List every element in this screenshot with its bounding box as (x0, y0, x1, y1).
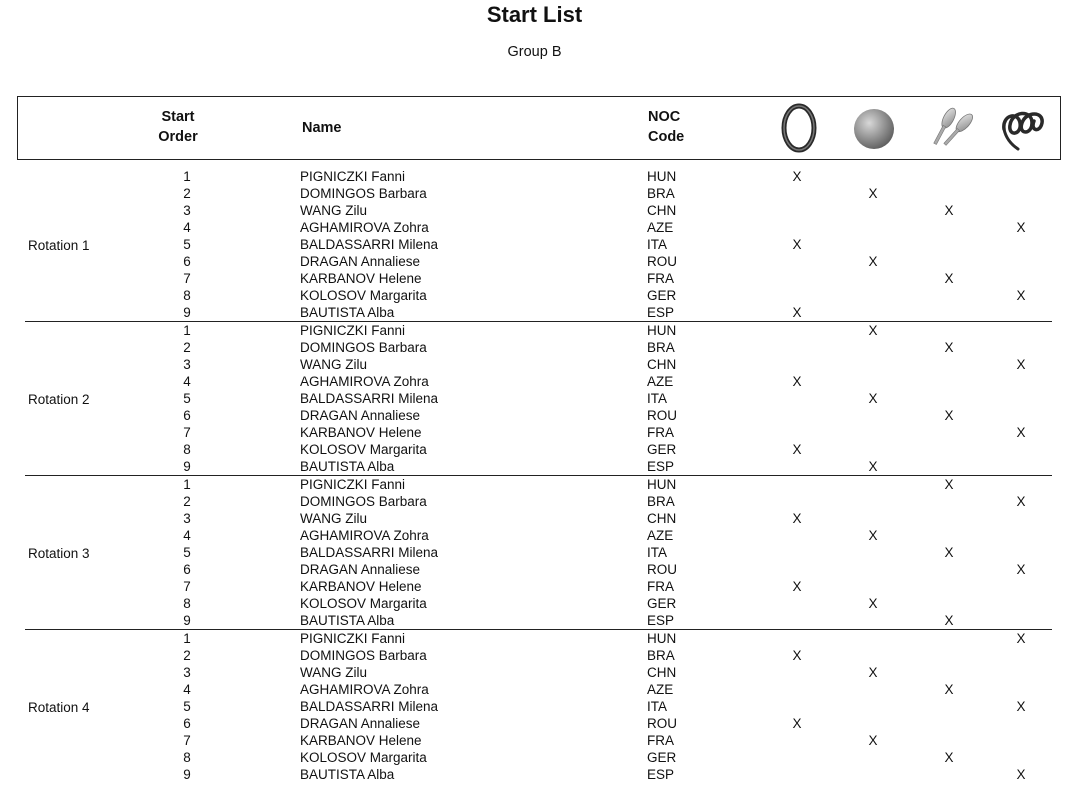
table-row (0, 698, 1060, 715)
start-order-cell: 2 (183, 185, 191, 201)
start-order-cell: 7 (183, 271, 191, 287)
table-row (0, 647, 1060, 664)
apparatus-mark: X (792, 373, 802, 389)
hoop-icon (773, 101, 825, 155)
athlete-name-cell: DRAGAN Annaliese (300, 408, 421, 423)
noc-code-cell: AZE (647, 527, 674, 543)
noc-code-cell: AZE (647, 219, 674, 235)
start-order-cell: 5 (183, 390, 191, 406)
table-row (0, 356, 1060, 373)
apparatus-mark: X (944, 202, 954, 218)
athlete-name-cell: DRAGAN Annaliese (300, 716, 421, 731)
apparatus-mark: X (1016, 425, 1026, 441)
start-order-cell: 6 (183, 408, 191, 423)
noc-code-cell: BRA (647, 647, 675, 663)
start-order-cell: 9 (183, 305, 191, 321)
rotation-label: Rotation 3 (28, 545, 90, 561)
start-order-cell: 7 (183, 425, 191, 441)
start-order-cell: 6 (183, 254, 191, 269)
table-row (0, 424, 1060, 441)
table-row (0, 476, 1060, 493)
start-order-cell: 6 (183, 716, 191, 731)
start-order-cell: 7 (183, 733, 191, 749)
athlete-name-cell: KOLOSOV Margarita (300, 288, 427, 304)
athlete-name-cell: DRAGAN Annaliese (300, 254, 421, 269)
noc-code-cell: BRA (647, 185, 675, 201)
noc-code-cell: GER (647, 750, 677, 766)
noc-code-cell: AZE (647, 373, 674, 389)
noc-code-cell: HUN (647, 630, 677, 646)
noc-code-cell: ROU (647, 716, 677, 731)
start-order-header: Start Order (158, 109, 198, 145)
noc-code-cell: ESP (647, 305, 675, 321)
start-order-cell: 5 (183, 236, 191, 252)
apparatus-mark: X (792, 168, 802, 184)
name-header: Name (302, 120, 342, 136)
noc-code-cell: ESP (647, 767, 675, 783)
rotation-label: Rotation 4 (28, 699, 90, 715)
apparatus-mark: X (868, 596, 878, 612)
start-order-cell: 9 (183, 613, 191, 629)
apparatus-mark: X (944, 476, 954, 492)
start-order-cell: 3 (183, 664, 191, 680)
noc-code-cell: BRA (647, 339, 675, 355)
table-row (0, 766, 1060, 783)
start-order-cell: 7 (183, 579, 191, 595)
table-row (0, 595, 1060, 612)
table-row (0, 630, 1060, 647)
athlete-name-cell: BAUTISTA Alba (300, 459, 395, 475)
apparatus-mark: X (868, 733, 878, 749)
athlete-name-cell: AGHAMIROVA Zohra (300, 527, 429, 543)
athlete-name-cell: DOMINGOS Barbara (300, 493, 427, 509)
noc-code-cell: ITA (647, 544, 667, 560)
start-order-cell: 8 (183, 442, 191, 458)
start-order-cell: 1 (183, 630, 191, 646)
apparatus-mark: X (944, 339, 954, 355)
table-row (0, 732, 1060, 749)
noc-code-cell: FRA (647, 733, 674, 749)
noc-code-cell: ROU (647, 562, 677, 577)
table-row (0, 612, 1060, 629)
noc-code-cell: ROU (647, 254, 677, 269)
athlete-name-cell: DOMINGOS Barbara (300, 647, 427, 663)
table-row (0, 544, 1060, 561)
athlete-name-cell: AGHAMIROVA Zohra (300, 373, 429, 389)
start-order-cell: 9 (183, 459, 191, 475)
apparatus-mark: X (792, 510, 802, 526)
start-order-cell: 1 (183, 168, 191, 184)
athlete-name-cell: BALDASSARRI Milena (300, 236, 439, 252)
athlete-name-cell: DOMINGOS Barbara (300, 185, 427, 201)
start-order-cell: 4 (183, 681, 191, 697)
noc-code-cell: CHN (647, 510, 677, 526)
athlete-name-cell: KARBANOV Helene (300, 579, 422, 595)
table-row (0, 681, 1060, 698)
athlete-name-cell: PIGNICZKI Fanni (300, 476, 406, 492)
apparatus-mark: X (944, 544, 954, 560)
athlete-name-cell: KARBANOV Helene (300, 425, 422, 441)
noc-code-cell: GER (647, 596, 677, 612)
table-row (0, 441, 1060, 458)
apparatus-mark: X (792, 442, 802, 458)
apparatus-mark: X (792, 236, 802, 252)
athlete-name-cell: WANG Zilu (300, 202, 367, 218)
start-order-cell: 2 (183, 493, 191, 509)
apparatus-mark: X (868, 254, 878, 269)
table-row (0, 202, 1060, 219)
athlete-name-cell: KARBANOV Helene (300, 733, 422, 749)
start-order-cell: 2 (183, 339, 191, 355)
start-order-cell: 2 (183, 647, 191, 663)
noc-code-cell: ESP (647, 459, 675, 475)
apparatus-mark: X (944, 681, 954, 697)
rotation-label: Rotation 2 (28, 391, 90, 407)
start-order-cell: 8 (183, 596, 191, 612)
noc-code-cell: ITA (647, 698, 667, 714)
apparatus-mark: X (868, 664, 878, 680)
table-row (0, 185, 1060, 202)
table-row (0, 527, 1060, 544)
apparatus-mark: X (868, 459, 878, 475)
start-order-cell: 8 (183, 750, 191, 766)
table-row (0, 253, 1060, 270)
start-order-cell: 6 (183, 562, 191, 577)
athlete-name-cell: PIGNICZKI Fanni (300, 322, 406, 338)
athlete-name-cell: WANG Zilu (300, 356, 367, 372)
page-title: Start List (486, 2, 583, 27)
table-row (0, 373, 1060, 390)
noc-code-cell: CHN (647, 664, 677, 680)
apparatus-mark: X (792, 716, 802, 731)
noc-code-cell: HUN (647, 322, 677, 338)
start-order-cell: 4 (183, 373, 191, 389)
start-order-cell: 8 (183, 288, 191, 304)
table-row (0, 664, 1060, 681)
table-row (0, 322, 1060, 339)
noc-code-cell: FRA (647, 579, 674, 595)
table-header (17, 96, 1061, 160)
table-row (0, 578, 1060, 595)
athlete-name-cell: BALDASSARRI Milena (300, 390, 439, 406)
apparatus-mark: X (868, 322, 878, 338)
athlete-name-cell: BAUTISTA Alba (300, 613, 395, 629)
athlete-name-cell: DOMINGOS Barbara (300, 339, 427, 355)
noc-code-cell: AZE (647, 681, 674, 697)
table-row (0, 287, 1060, 304)
start-order-cell: 5 (183, 698, 191, 714)
noc-code-header: NOC Code (648, 109, 685, 145)
athlete-name-cell: KOLOSOV Margarita (300, 442, 427, 458)
apparatus-mark: X (868, 185, 878, 201)
noc-code-cell: HUN (647, 476, 677, 492)
page-subtitle: Group B (507, 44, 562, 60)
apparatus-mark: X (792, 579, 802, 595)
table-row (0, 339, 1060, 356)
start-order-cell: 1 (183, 476, 191, 492)
apparatus-mark: X (868, 527, 878, 543)
apparatus-mark: X (944, 750, 954, 766)
apparatus-mark: X (792, 647, 802, 663)
noc-code-cell: ESP (647, 613, 675, 629)
athlete-name-cell: KARBANOV Helene (300, 271, 422, 287)
athlete-name-cell: WANG Zilu (300, 510, 367, 526)
noc-code-cell: ITA (647, 390, 667, 406)
athlete-name-cell: WANG Zilu (300, 664, 367, 680)
table-row (0, 407, 1060, 424)
start-order-cell: 3 (183, 202, 191, 218)
noc-code-cell: GER (647, 442, 677, 458)
apparatus-mark: X (1016, 356, 1026, 372)
rotation-label: Rotation 1 (28, 237, 90, 253)
noc-code-cell: CHN (647, 202, 677, 218)
apparatus-mark: X (792, 305, 802, 321)
apparatus-mark: X (868, 390, 878, 406)
apparatus-mark: X (1016, 219, 1026, 235)
noc-code-cell: HUN (647, 168, 677, 184)
table-row (0, 236, 1060, 253)
athlete-name-cell: PIGNICZKI Fanni (300, 168, 406, 184)
table-row (0, 304, 1060, 321)
table-row (0, 749, 1060, 766)
apparatus-mark: X (1016, 562, 1026, 577)
apparatus-mark: X (1016, 698, 1026, 714)
table-row (0, 493, 1060, 510)
athlete-name-cell: AGHAMIROVA Zohra (300, 681, 429, 697)
noc-code-cell: ITA (647, 236, 667, 252)
apparatus-mark: X (944, 613, 954, 629)
athlete-name-cell: BAUTISTA Alba (300, 305, 395, 321)
athlete-name-cell: PIGNICZKI Fanni (300, 630, 406, 646)
apparatus-mark: X (944, 408, 954, 423)
start-order-cell: 1 (183, 322, 191, 338)
noc-code-cell: FRA (647, 425, 674, 441)
table-row (0, 219, 1060, 236)
apparatus-mark: X (944, 271, 954, 287)
ball-icon (848, 101, 900, 155)
apparatus-mark: X (1016, 288, 1026, 304)
noc-code-cell: GER (647, 288, 677, 304)
athlete-name-cell: KOLOSOV Margarita (300, 750, 427, 766)
noc-code-cell: ROU (647, 408, 677, 423)
apparatus-mark: X (1016, 767, 1026, 783)
clubs-icon (924, 101, 976, 155)
start-order-cell: 3 (183, 510, 191, 526)
table-row (0, 390, 1060, 407)
athlete-name-cell: DRAGAN Annaliese (300, 562, 421, 577)
table-row (0, 510, 1060, 527)
athlete-name-cell: BALDASSARRI Milena (300, 544, 439, 560)
start-order-cell: 3 (183, 356, 191, 372)
athlete-name-cell: KOLOSOV Margarita (300, 596, 427, 612)
table-row (0, 458, 1060, 475)
ribbon-icon (998, 101, 1050, 155)
table-row (0, 168, 1060, 185)
table-row (0, 561, 1060, 578)
start-order-cell: 5 (183, 544, 191, 560)
noc-code-cell: FRA (647, 271, 674, 287)
start-order-cell: 4 (183, 219, 191, 235)
noc-code-cell: CHN (647, 356, 677, 372)
athlete-name-cell: BAUTISTA Alba (300, 767, 395, 783)
table-row (0, 270, 1060, 287)
athlete-name-cell: BALDASSARRI Milena (300, 698, 439, 714)
start-order-cell: 4 (183, 527, 191, 543)
athlete-name-cell: AGHAMIROVA Zohra (300, 219, 429, 235)
start-order-cell: 9 (183, 767, 191, 783)
noc-code-cell: BRA (647, 493, 675, 509)
apparatus-mark: X (1016, 630, 1026, 646)
table-row (0, 715, 1060, 732)
apparatus-mark: X (1016, 493, 1026, 509)
